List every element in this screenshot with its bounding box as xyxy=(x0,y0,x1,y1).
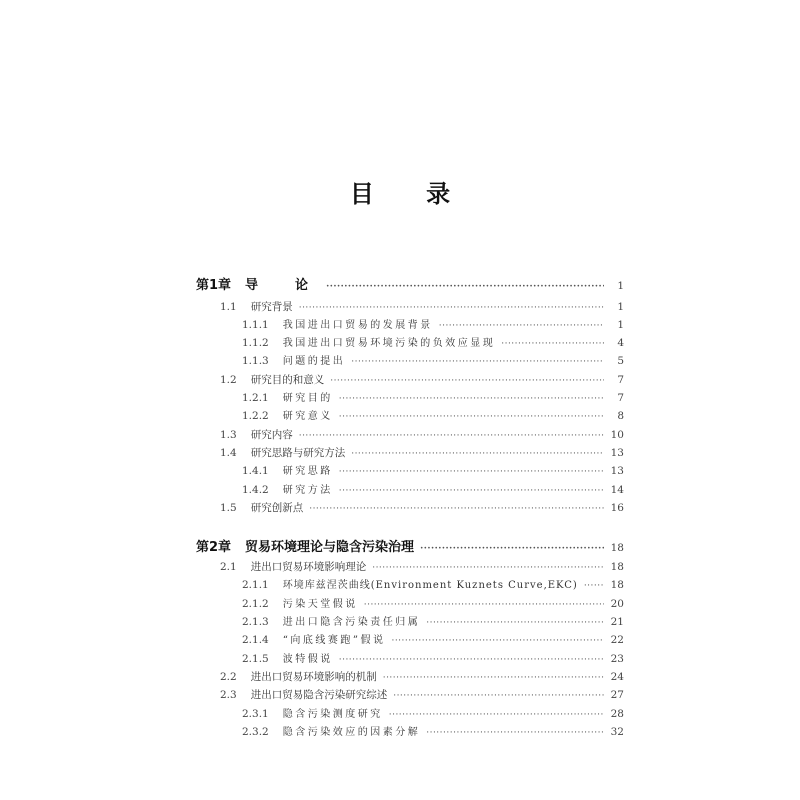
section-title: 隐含污染测度研究 xyxy=(282,709,383,720)
toc-entry[interactable] xyxy=(196,595,624,613)
toc-entry[interactable] xyxy=(196,705,624,723)
dot-leader xyxy=(351,353,604,371)
dot-leader xyxy=(364,596,604,614)
dot-leader xyxy=(389,706,604,724)
toc-chapter-1[interactable] xyxy=(196,277,624,295)
dot-leader xyxy=(383,669,604,687)
dot-leader xyxy=(339,390,604,408)
page-number: 27 xyxy=(610,689,624,701)
section-title: 研究思路 xyxy=(282,466,333,477)
page-number: 32 xyxy=(610,726,624,738)
toc-entry[interactable] xyxy=(196,371,624,389)
section-number: 1.1 xyxy=(220,301,237,313)
toc-entry[interactable] xyxy=(196,462,624,480)
toc-entry[interactable] xyxy=(196,389,624,407)
page-number: 21 xyxy=(610,616,624,628)
page-number: 7 xyxy=(617,374,624,386)
page-number: 13 xyxy=(610,465,624,477)
section-title: 研究意义 xyxy=(282,411,333,422)
section-number: 2.1.5 xyxy=(242,653,269,665)
section-number: 2.1.2 xyxy=(242,598,269,610)
toc-entry[interactable] xyxy=(196,444,624,462)
dot-leader xyxy=(372,559,604,577)
dot-leader xyxy=(391,632,604,650)
section-title: 我国进出口贸易的发展背景 xyxy=(282,320,433,331)
page-number: 18 xyxy=(610,561,624,573)
section-title: 研究思路与研究方法 xyxy=(250,447,346,459)
section-title: 研究创新点 xyxy=(250,502,304,514)
section-title: “向底线赛跑”假说 xyxy=(282,635,386,646)
chapter-title: 导 论 xyxy=(245,278,321,293)
section-title: 环境库兹涅茨曲线(Environment Kuznets Curve,EKC) xyxy=(282,580,578,591)
toc-entry[interactable] xyxy=(196,668,624,686)
page-number: 1 xyxy=(617,280,624,292)
page-number: 23 xyxy=(610,653,624,665)
chapter-number: 第2章 xyxy=(196,540,232,555)
page-number: 20 xyxy=(610,598,624,610)
dot-leader xyxy=(330,372,604,390)
section-title: 研究目的 xyxy=(282,393,333,404)
section-title: 研究背景 xyxy=(250,301,293,313)
section-number: 1.2.2 xyxy=(242,410,269,422)
dot-leader xyxy=(339,651,604,669)
dot-leader xyxy=(299,427,604,445)
section-number: 2.3.1 xyxy=(242,708,269,720)
toc-entry[interactable] xyxy=(196,576,624,594)
section-title: 波特假说 xyxy=(282,654,333,665)
page-number: 4 xyxy=(617,337,624,349)
page-number: 1 xyxy=(617,319,624,331)
page-number: 18 xyxy=(610,579,624,591)
section-number: 2.1 xyxy=(220,561,237,573)
section-title: 进出口贸易环境影响的机制 xyxy=(250,671,377,683)
section-title: 隐含污染效应的因素分解 xyxy=(282,727,421,738)
section-number: 1.4.1 xyxy=(242,465,269,477)
section-number: 1.4 xyxy=(220,447,237,459)
page-number: 10 xyxy=(610,429,624,441)
section-title: 我国进出口贸易环境污染的负效应显现 xyxy=(282,338,496,349)
dot-leader xyxy=(299,299,604,317)
section-title: 污染天堂假说 xyxy=(282,599,358,610)
section-title: 研究目的和意义 xyxy=(250,374,325,386)
section-number: 2.1.4 xyxy=(242,634,269,646)
dot-leader xyxy=(339,463,604,481)
page-number: 1 xyxy=(617,301,624,313)
page-number: 5 xyxy=(617,355,624,367)
page-number: 8 xyxy=(617,410,624,422)
toc-entry[interactable] xyxy=(196,407,624,425)
page-number: 22 xyxy=(610,634,624,646)
section-number: 2.1.3 xyxy=(242,616,269,628)
dot-leader xyxy=(426,614,604,632)
chapter-number: 第1章 xyxy=(196,278,232,293)
section-number: 2.3 xyxy=(220,689,237,701)
page-number: 13 xyxy=(610,447,624,459)
toc-entry[interactable] xyxy=(196,613,624,631)
page-number: 28 xyxy=(610,708,624,720)
dot-leader xyxy=(339,408,604,426)
page-number: 16 xyxy=(610,502,624,514)
toc-entry[interactable] xyxy=(196,352,624,370)
toc-entry[interactable] xyxy=(196,481,624,499)
toc-entry[interactable] xyxy=(196,499,624,517)
section-number: 2.1.1 xyxy=(242,579,269,591)
page-number: 24 xyxy=(610,671,624,683)
page-number: 14 xyxy=(610,484,624,496)
dot-leader xyxy=(584,577,604,595)
toc-entry[interactable] xyxy=(196,650,624,668)
section-number: 1.2 xyxy=(220,374,237,386)
toc-entry[interactable] xyxy=(196,334,624,352)
toc-entry[interactable] xyxy=(196,686,624,704)
dot-leader xyxy=(420,540,604,558)
section-number: 2.2 xyxy=(220,671,237,683)
section-number: 1.2.1 xyxy=(242,392,269,404)
dot-leader xyxy=(339,482,604,500)
section-number: 1.3 xyxy=(220,429,237,441)
dot-leader xyxy=(501,335,604,353)
section-title: 研究内容 xyxy=(250,429,293,441)
section-title: 研究方法 xyxy=(282,485,333,496)
toc-entry[interactable] xyxy=(196,316,624,334)
toc-chapter-2[interactable] xyxy=(196,539,624,557)
section-number: 1.1.1 xyxy=(242,319,269,331)
section-number: 1.1.2 xyxy=(242,337,269,349)
dot-leader xyxy=(326,278,604,296)
section-title: 进出口贸易环境影响理论 xyxy=(250,561,367,573)
section-number: 1.4.2 xyxy=(242,484,269,496)
dot-leader xyxy=(393,687,604,705)
toc-entry[interactable] xyxy=(196,723,624,741)
page-title: 目 录 xyxy=(349,180,473,208)
dot-leader xyxy=(351,445,604,463)
toc-entry[interactable] xyxy=(196,558,624,576)
section-number: 1.1.3 xyxy=(242,355,269,367)
toc-entry[interactable] xyxy=(196,298,624,316)
toc-entry[interactable] xyxy=(196,426,624,444)
toc-entry[interactable] xyxy=(196,631,624,649)
chapter-title: 贸易环境理论与隐含污染治理 xyxy=(245,540,415,555)
dot-leader xyxy=(439,317,604,335)
page-number: 7 xyxy=(617,392,624,404)
section-title: 问题的提出 xyxy=(282,356,346,367)
page-number: 18 xyxy=(610,542,624,554)
section-title: 进出口贸易隐含污染研究综述 xyxy=(250,689,388,701)
section-number: 1.5 xyxy=(220,502,237,514)
section-number: 2.3.2 xyxy=(242,726,269,738)
section-title: 进出口隐含污染责任归属 xyxy=(282,617,421,628)
dot-leader xyxy=(426,724,604,742)
dot-leader xyxy=(309,500,604,518)
